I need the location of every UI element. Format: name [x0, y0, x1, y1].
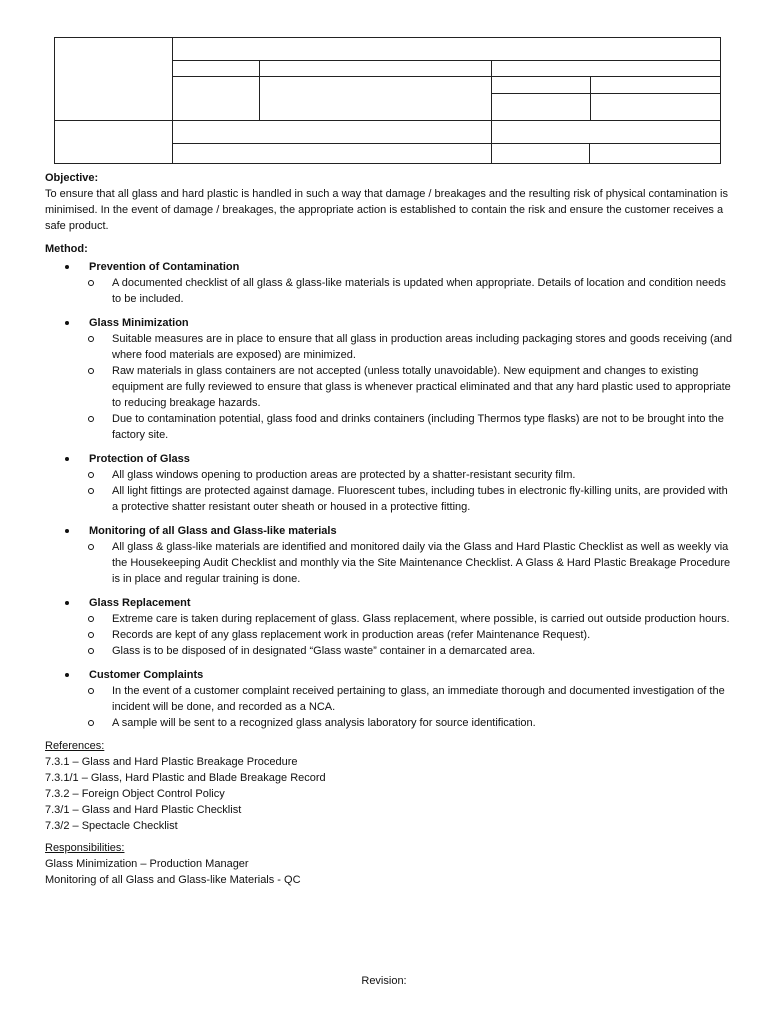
- header-cell: [260, 61, 492, 77]
- objective-heading: Objective:: [45, 172, 99, 184]
- method-item: All glass windows opening to production areas are protected by a shatter-resistant security film.: [45, 467, 735, 483]
- circle-bullet-icon: [88, 544, 94, 550]
- method-section-title: Glass Minimization: [45, 315, 735, 331]
- reference-item: 7.3.1/1 – Glass, Hard Plastic and Blade Breakage Record: [45, 772, 326, 784]
- header-cell: [492, 121, 721, 144]
- reference-item: 7.3/2 – Spectacle Checklist: [45, 820, 178, 832]
- circle-bullet-icon: [88, 336, 94, 342]
- method-item: Due to contamination potential, glass food and drinks containers (including Thermos type flasks) are not to be brought into the factory site.: [45, 411, 735, 443]
- responsibilities-list: [45, 856, 735, 888]
- header-cell: [173, 144, 492, 164]
- method-item: A sample will be sent to a recognized glass analysis laboratory for source identification.: [45, 715, 735, 731]
- revision-label: Revision:: [361, 975, 407, 987]
- header-cell: [55, 121, 173, 164]
- method-heading: Method:: [45, 243, 88, 255]
- circle-bullet-icon: [88, 416, 94, 422]
- document-title-cell: [173, 38, 721, 61]
- method-item: All light fittings are protected against damage. Fluorescent tubes, including tubes in electronic fly-killing units, are provided with a protective shatter resistant outer sheath or housed in a protective fitting.: [45, 483, 735, 515]
- method-section: [45, 523, 735, 587]
- bullet-icon: [65, 321, 69, 325]
- header-cell: [173, 121, 492, 144]
- reference-item: 7.3.2 – Foreign Object Control Policy: [45, 788, 225, 800]
- bullet-icon: [65, 265, 69, 269]
- bullet-icon: [65, 673, 69, 677]
- circle-bullet-icon: [88, 472, 94, 478]
- circle-bullet-icon: [88, 368, 94, 374]
- method-section: [45, 595, 735, 659]
- header-cell: [590, 144, 721, 164]
- circle-bullet-icon: [88, 632, 94, 638]
- method-item: All glass & glass-like materials are identified and monitored daily via the Glass and Hard Plastic Checklist as well as weekly via the Housekeeping Audit Checklist and monthly via the Site Maintenance Checklist. A Glass & Hard Plastic Breakage Procedure is in place and regular training is done.: [45, 539, 735, 587]
- circle-bullet-icon: [88, 688, 94, 694]
- bullet-icon: [65, 529, 69, 533]
- circle-bullet-icon: [88, 488, 94, 494]
- method-item: Glass is to be disposed of in designated “Glass waste” container in a demarcated area.: [45, 643, 735, 659]
- method-section: [45, 451, 735, 515]
- references-heading: References:: [45, 740, 105, 752]
- header-cell: [492, 77, 721, 121]
- method-section-title: Protection of Glass: [45, 451, 735, 467]
- circle-bullet-icon: [88, 616, 94, 622]
- method-item: Records are kept of any glass replacement work in production areas (refer Maintenance Request).: [45, 627, 735, 643]
- circle-bullet-icon: [88, 648, 94, 654]
- method-section: [45, 315, 735, 443]
- method-item: Extreme care is taken during replacement of glass. Glass replacement, where possible, is carried out outside production hours.: [45, 611, 735, 627]
- method-section-title: Monitoring of all Glass and Glass-like materials: [45, 523, 735, 539]
- header-cell: [173, 77, 260, 121]
- method-section: [45, 667, 735, 731]
- responsibility-item: Monitoring of all Glass and Glass-like Materials - QC: [45, 874, 301, 886]
- method-item: Raw materials in glass containers are not accepted (unless totally unavoidable). New equipment and changes to existing equipment are fully reviewed to ensure that glass is whenever practical eliminated and that any hard plastic used to appropriate to reducing breakage hazards.: [45, 363, 735, 411]
- method-section-title: Prevention of Contamination: [45, 259, 735, 275]
- reference-item: 7.3.1 – Glass and Hard Plastic Breakage Procedure: [45, 756, 298, 768]
- references-list: [45, 754, 735, 834]
- method-section-title: Glass Replacement: [45, 595, 735, 611]
- method-item: Suitable measures are in place to ensure that all glass in production areas including packaging stores and goods receiving (and where food materials are exposed) are minimized.: [45, 331, 735, 363]
- header-cell: [260, 77, 492, 121]
- method-section-title: Customer Complaints: [45, 667, 735, 683]
- header-cell: [492, 61, 721, 77]
- method-section: [45, 259, 735, 307]
- logo-cell: [55, 38, 173, 121]
- method-item: A documented checklist of all glass & glass-like materials is updated when appropriate. Details of location and condition needs to be included.: [45, 275, 735, 307]
- circle-bullet-icon: [88, 720, 94, 726]
- bullet-icon: [65, 457, 69, 461]
- method-item: In the event of a customer complaint received pertaining to glass, an immediate thorough and documented investigation of the incident will be done, and recorded as a NCA.: [45, 683, 735, 715]
- document-header-table: [54, 37, 721, 164]
- reference-item: 7.3/1 – Glass and Hard Plastic Checklist: [45, 804, 242, 816]
- circle-bullet-icon: [88, 280, 94, 286]
- method-list: [45, 259, 735, 731]
- responsibilities-heading: Responsibilities:: [45, 842, 125, 854]
- objective-text: To ensure that all glass and hard plastic is handled in such a way that damage / breakages and the resulting risk of physical contamination is minimised. In the event of damage / breakages, the appropriate action is established to contain the risk and ensure the customer receives a safe product.: [45, 188, 729, 232]
- bullet-icon: [65, 601, 69, 605]
- header-cell: [492, 144, 590, 164]
- document-body: [45, 170, 735, 888]
- responsibility-item: Glass Minimization – Production Manager: [45, 858, 249, 870]
- header-cell: [173, 61, 260, 77]
